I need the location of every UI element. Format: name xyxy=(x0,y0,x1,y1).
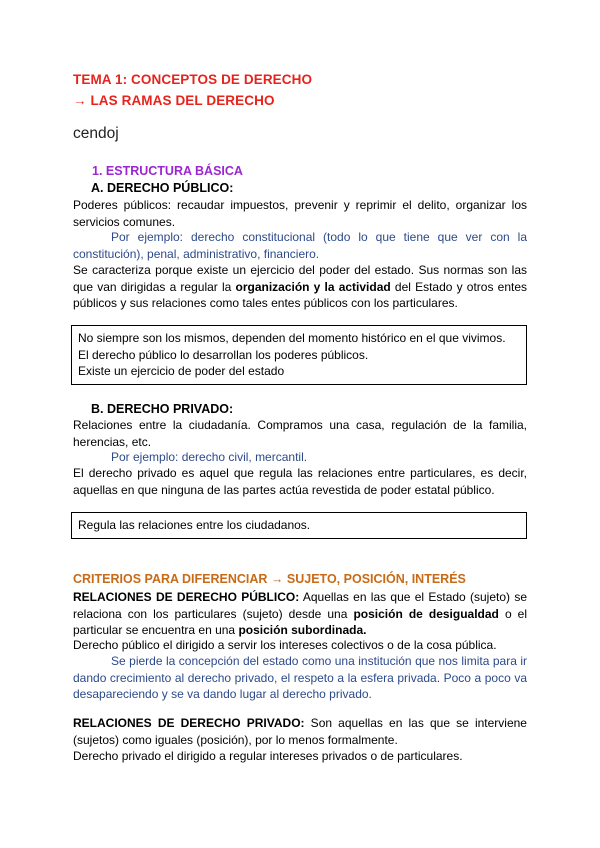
document-title-line2: → LAS RAMAS DEL DERECHO xyxy=(73,93,275,108)
subheading-derecho-privado: B. DERECHO PRIVADO: xyxy=(91,402,234,416)
author-label: cendoj xyxy=(73,125,119,142)
paragraph-relaciones-publico: RELACIONES DE DERECHO PÚBLICO: Aquellas en las que el Estado (sujeto) se relaciona con los particulares (sujeto) desde una posición de desigualdad o el particular se encuentra en una posición subordinada. xyxy=(73,590,528,637)
note-box-derecho-privado xyxy=(71,512,527,539)
note-line: No siempre son los mismos, dependen del momento histórico en el que vivimos. xyxy=(78,331,506,345)
example-derecho-publico: Por ejemplo: derecho constitucional (todo lo que tiene que ver con la constitución), penal, administrativo, financiero. xyxy=(73,230,527,261)
section-heading-estructura: 1. ESTRUCTURA BÁSICA xyxy=(92,164,243,178)
note-line: Existe un ejercicio de poder del estado xyxy=(78,364,285,378)
note-concepcion-estado: Se pierde la concepción del estado como una institución que nos limita para ir dando crecimiento al derecho privado, el respeto a la esfera privada. Poco a poco va desapareciendo y se va dando lugar al derecho privado. xyxy=(73,654,527,701)
paragraph-relaciones-privado: RELACIONES DE DERECHO PRIVADO: Son aquellas en las que se interviene (sujetos) como iguales (posición), por lo menos formalmente. xyxy=(73,716,527,747)
document-title-line1: TEMA 1: CONCEPTOS DE DERECHO xyxy=(73,72,313,87)
criterios-heading: CRITERIOS PARA DIFERENCIAR → SUJETO, POSICIÓN, INTERÉS xyxy=(73,572,466,586)
note-box-derecho-publico xyxy=(71,325,527,385)
paragraph-relaciones-ciudadania: Relaciones entre la ciudadanía. Compramos una casa, regulación de la familia, herencias, etc. xyxy=(73,418,527,449)
paragraph-poderes-publicos: Poderes públicos: recaudar impuestos, prevenir y reprimir el delito, organizar los servicios comunes. xyxy=(73,198,527,229)
note-line: Regula las relaciones entre los ciudadanos. xyxy=(78,518,311,532)
paragraph-derecho-privado: El derecho privado es aquel que regula las relaciones entre particulares, es decir, aquellas en que ninguna de las partes actúa revestida de poder estatal público. xyxy=(73,466,527,497)
paragraph-intereses-colectivos: Derecho público el dirigido a servir los intereses colectivos o de la cosa pública. xyxy=(73,638,497,652)
paragraph-intereses-privados: Derecho privado el dirigido a regular intereses privados o de particulares. xyxy=(73,749,463,763)
note-line: El derecho público lo desarrollan los poderes públicos. xyxy=(78,347,369,362)
paragraph-caracteriza-publico: Se caracteriza porque existe un ejercicio del poder del estado. Sus normas son las que van dirigidas a regular la organización y la actividad del Estado y otros entes públicos y sus relaciones como tales entes públicos con los particulares. xyxy=(73,263,527,310)
subheading-derecho-publico: A. DERECHO PÚBLICO: xyxy=(91,181,234,195)
example-derecho-privado: Por ejemplo: derecho civil, mercantil. xyxy=(111,450,308,464)
